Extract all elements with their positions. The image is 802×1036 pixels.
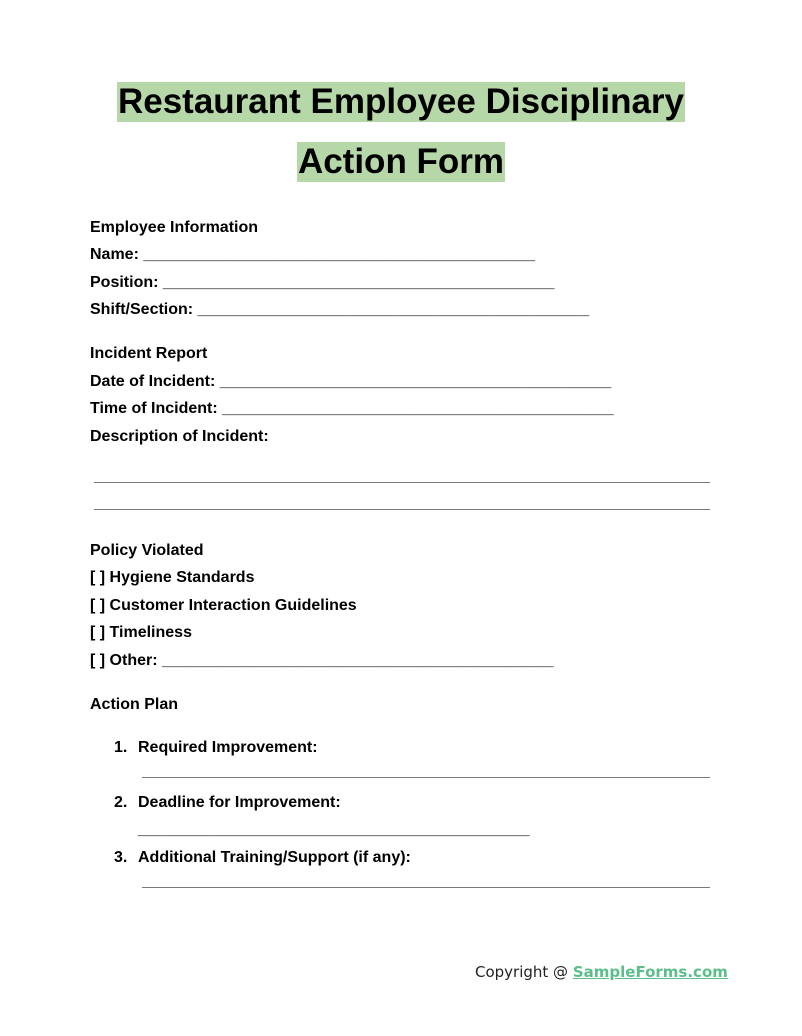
- policy-timeliness-checkbox[interactable]: [ ] Timeliness: [90, 624, 192, 641]
- incident-report-heading: Incident Report: [90, 345, 208, 362]
- time-of-incident-field[interactable]: Time of Incident: ____________________________________________: [90, 400, 614, 417]
- deadline-label: Deadline for Improvement:: [138, 794, 341, 811]
- copyright-footer: [475, 963, 728, 981]
- copyright-text: Copyright @: [475, 963, 573, 981]
- required-improvement-label: Required Improvement:: [138, 739, 318, 756]
- name-field[interactable]: Name: ____________________________________________: [90, 246, 535, 263]
- training-support-label: Additional Training/Support (if any):: [138, 849, 411, 866]
- item-3-number: 3.: [114, 849, 128, 866]
- policy-customer-interaction-checkbox[interactable]: [ ] Customer Interaction Guidelines: [90, 597, 357, 614]
- shift-section-field[interactable]: Shift/Section: ____________________________________________: [90, 301, 590, 318]
- policy-other-checkbox[interactable]: [ ] Other: ____________________________________________: [90, 652, 554, 669]
- item-2-number: 2.: [114, 794, 128, 811]
- title-line-1: Restaurant Employee Disciplinary: [117, 82, 685, 121]
- sampleforms-link[interactable]: SampleForms.com: [572, 963, 728, 981]
- description-label: Description of Incident:: [90, 428, 269, 445]
- action-plan-heading: Action Plan: [90, 696, 179, 713]
- item-1-number: 1.: [114, 739, 128, 756]
- employee-info-heading: Employee Information: [90, 219, 259, 236]
- deadline-field[interactable]: ____________________________________________: [138, 821, 530, 838]
- position-field[interactable]: Position: ____________________________________________: [90, 274, 555, 291]
- required-improvement-line[interactable]: [142, 777, 710, 778]
- form-title: [0, 82, 802, 182]
- description-line-2[interactable]: [94, 509, 710, 510]
- description-line-1[interactable]: [94, 482, 710, 483]
- training-support-line[interactable]: [142, 887, 710, 888]
- policy-violated-heading: Policy Violated: [90, 542, 204, 559]
- date-of-incident-field[interactable]: Date of Incident: ____________________________________________: [90, 373, 612, 390]
- title-line-2: Action Form: [297, 142, 505, 181]
- policy-hygiene-checkbox[interactable]: [ ] Hygiene Standards: [90, 569, 255, 586]
